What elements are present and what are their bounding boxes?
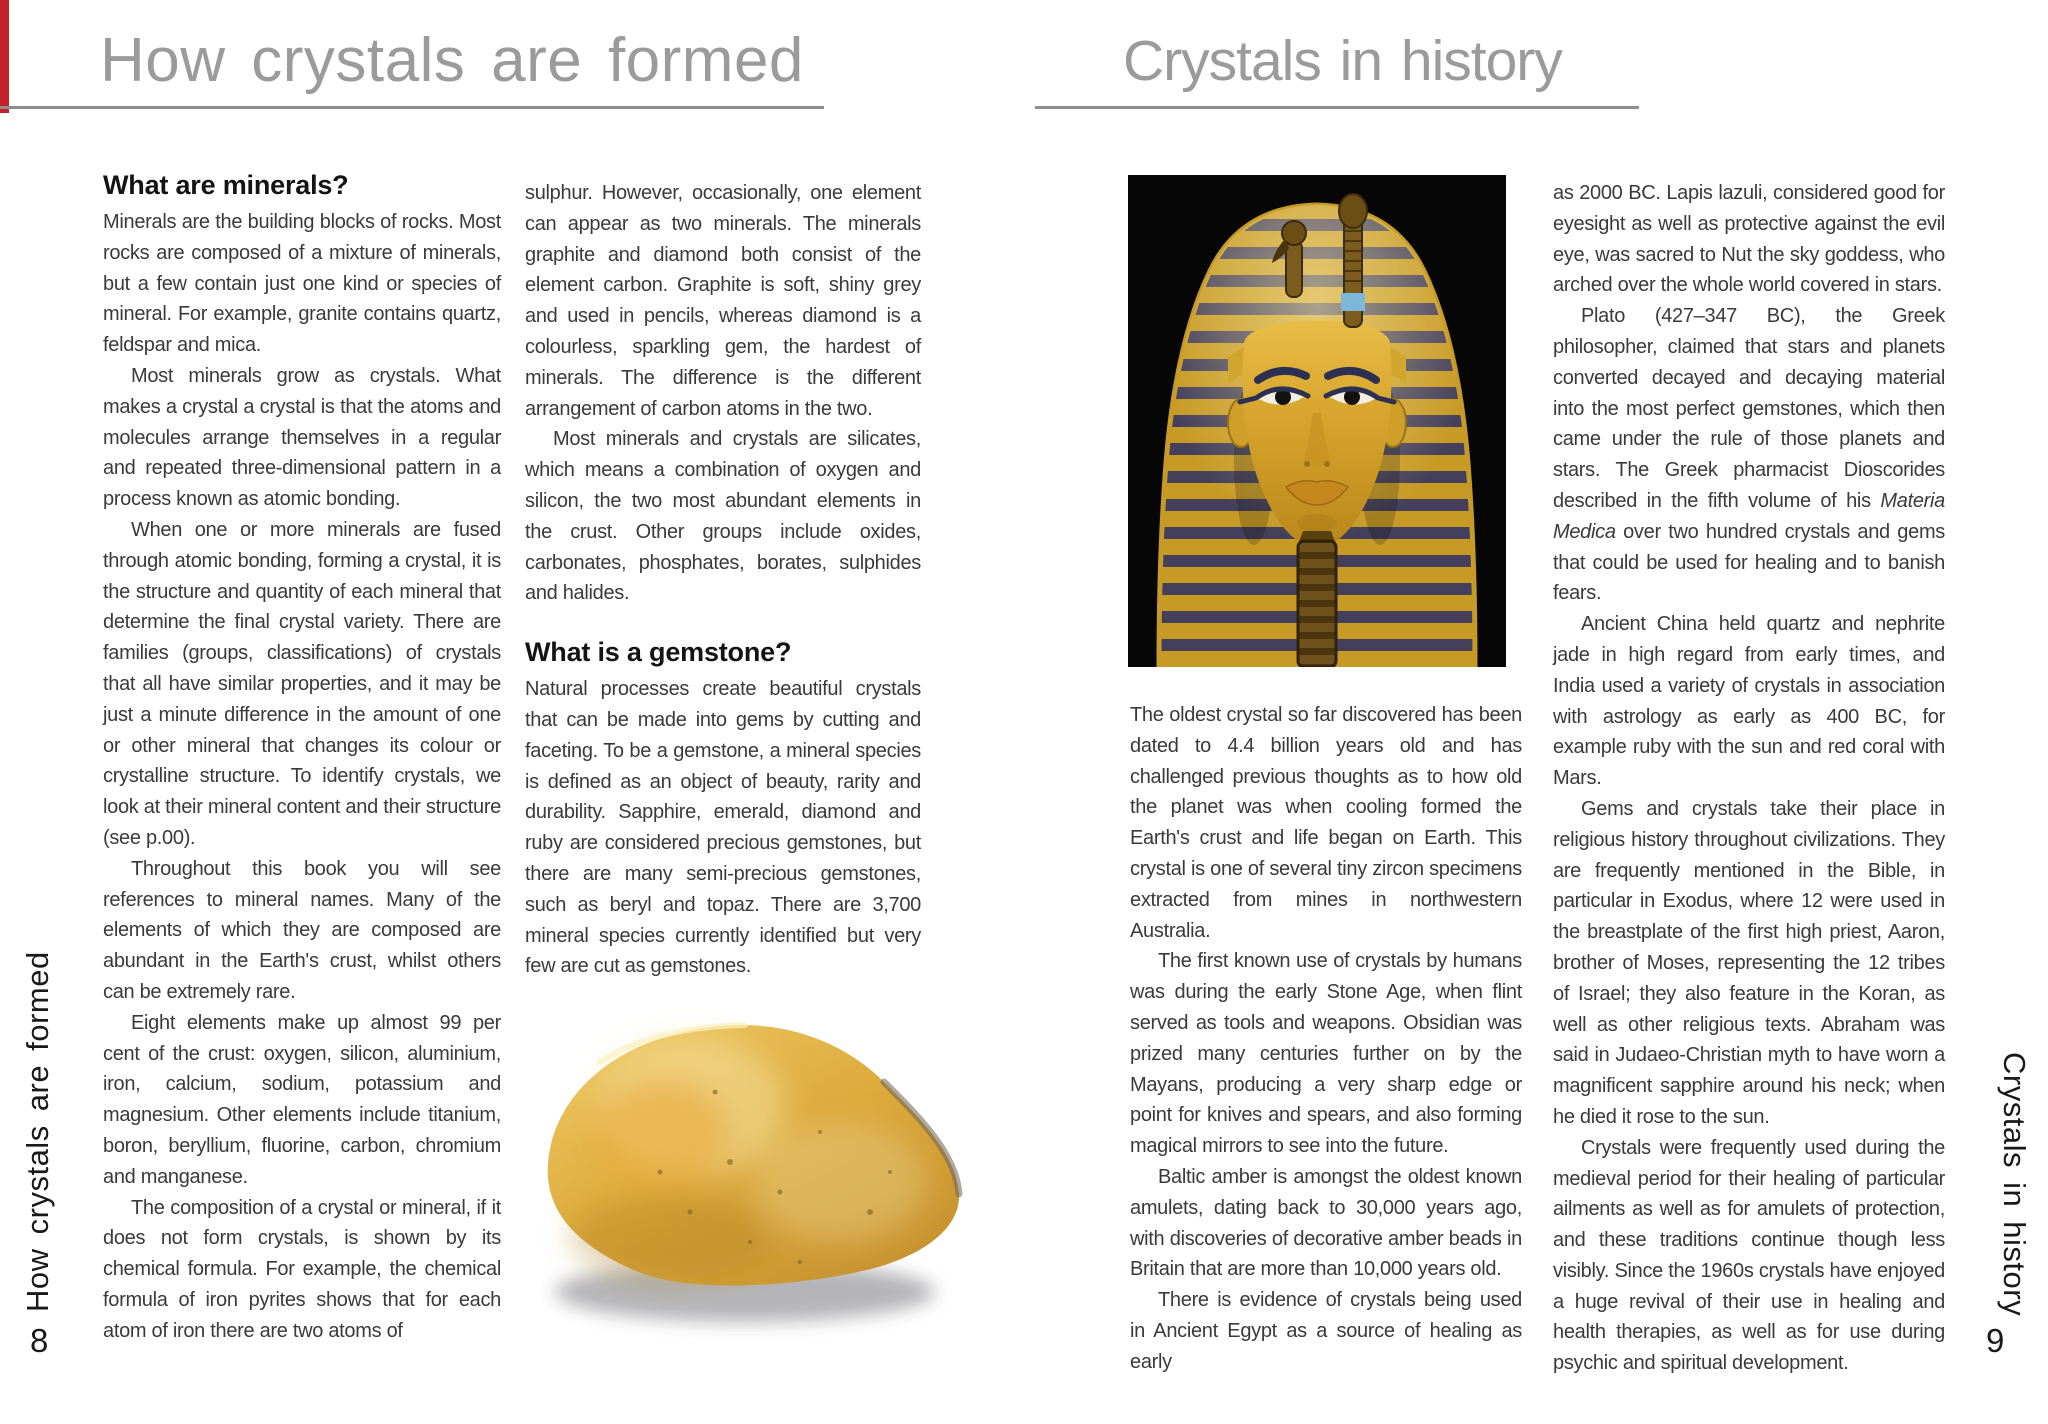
page-number-left: 8 xyxy=(30,1322,49,1359)
paragraph: sulphur. However, occasionally, one element can appear as two minerals. The minerals graphite and diamond both consist of the element carbon. Graphite is soft, shiny grey and used in pencils, whereas diamond is a colourless, sparkling gem, the hardest of minerals. The difference is the different arrangement of carbon atoms in the two. xyxy=(525,182,921,420)
paragraph: The composition of a crystal or mineral, if it does not form crystals, is shown by its chemical formula. For example, the chemical formula of iron pyrites shows that for each atom of iron there are two atoms of xyxy=(103,1196,501,1342)
tutankhamun-mask-photo xyxy=(1128,175,1506,667)
page-number-right: 9 xyxy=(1986,1322,2005,1359)
left-page-column-2 xyxy=(525,178,921,982)
title-rule-left xyxy=(0,106,824,109)
paragraph: Most minerals grow as crystals. What makes a crystal a crystal is that the atoms and molecules arrange themselves in a regular and repeated three-dimensional pattern in a process known as atomic bonding. xyxy=(103,364,501,511)
right-page-column-1 xyxy=(1130,700,1522,1378)
page-title-right: Crystals in history xyxy=(1123,29,1562,93)
paragraph: Crystals were frequently used during the medieval period for their healing of particular ailments as well as for amulets of protection, and these traditions continue though less visibly. Since the 1960s crystals have enjoyed a huge revival of their use in healing and health therapies, as well as for use during psychic and spiritual development. xyxy=(1553,1136,1945,1375)
section-heading-gemstone: What is a gemstone? xyxy=(525,637,792,668)
paragraph: Eight elements make up almost 99 per cent of the crust: oxygen, silicon, aluminium, iron, calcium, sodium, potassium and magnesium. Other elements include titanium, boron, beryllium, fluorine, carbon, chromium and manganese. xyxy=(103,1011,501,1188)
paragraph: The first known use of crystals by humans was during the early Stone Age, when flint served as tools and weapons. Obsidian was prized many centuries further on by the Mayans, producing a very sharp edge or point for knives and spears, and also forming magical mirrors to see into the future. xyxy=(1130,950,1522,1158)
margin-label-right: Crystals in history xyxy=(1997,1052,2032,1317)
margin-label-left: How crystals are formed xyxy=(20,951,55,1312)
plato-text-before: Plato (427–347 BC), the Greek philosopher, claimed that stars and planets converted decayed and decaying material into the most perfect gemstones, which then came under the rule of those planets and stars. The Greek pharmacist Dioscorides described in the fifth volume of his xyxy=(1553,305,1945,512)
title-rule-right xyxy=(1035,106,1639,109)
paragraph: Most minerals and crystals are silicates, which means a combination of oxygen and silicon, the two most abundant elements in the crust. Other groups include oxides, carbonates, phosphates, borates, sulphides and halides. xyxy=(525,428,921,605)
paragraph: as 2000 BC. Lapis lazuli, considered good for eyesight as well as protective against the evil eye, was sacred to Nut the sky goddess, who arched over the whole world covered in stars. xyxy=(1553,182,1945,297)
paragraph: The oldest crystal so far discovered has been dated to 4.4 billion years old and has challenged previous thoughts as to how old the planet was when cooling formed the Earth's crust and life began on Earth. This crystal is one of several tiny zircon specimens extracted from mines in northwestern Australia. xyxy=(1130,704,1522,942)
braided-beard xyxy=(1298,541,1336,667)
paragraph: Ancient China held quartz and nephrite jade in high regard from early times, and India used a variety of crystals in association with astrology as early as 400 BC, for example ruby with the sun and red coral with Mars. xyxy=(1553,613,1945,790)
paragraph: Baltic amber is amongst the oldest known amulets, dating back to 30,000 years ago, with discoveries of decorative amber beads in Britain that are more than 10,000 years old. xyxy=(1130,1165,1522,1281)
book-title-materia-medica: Materia Medica xyxy=(1553,489,1945,543)
plato-text-after: over two hundred crystals and gems that could be used for healing and to banish fears. xyxy=(1553,520,1945,605)
paragraph: When one or more minerals are fused through atomic bonding, forming a crystal, it is the structure and quantity of each mineral that determine the final crystal variety. There are families (groups, classifications) of crystals that all have similar properties, and it may be just a minute difference in the amount of one or other mineral that changes its colour or crystalline structure. To identify crystals, we look at their mineral content and their structure (see p.00). xyxy=(103,518,501,849)
paragraph: Natural processes create beautiful crystals that can be made into gems by cutting and faceting. To be a gemstone, a mineral species is defined as an object of beauty, rarity and durability. Sapphire, emerald, diamond and ruby are considered precious gemstones, but there are many semi-precious gemstones, such as beryl and topaz. There are 3,700 mineral species currently identified but very few are cut as gemstones. xyxy=(525,678,921,978)
right-page-column-2 xyxy=(1553,178,1945,1379)
paragraph: Gems and crystals take their place in religious history throughout civilizations. They are frequently mentioned in the Bible, in particular in Exodus, where 12 were used in the breastplate of the first high priest, Aaron, brother of Moses, representing the 12 tribes of Israel; they also feature in the Koran, as well as other religious texts. Abraham was said in Judaeo-Christian myth to have worn a magnificent sapphire around his neck; when he died it rose to the sun. xyxy=(1553,797,1945,1128)
section-heading-minerals: What are minerals? xyxy=(103,170,349,200)
paragraph: Throughout this book you will see references to mineral names. Many of the elements of which they are composed are abundant in the Earth's crust, whilst others can be extremely rare. xyxy=(103,857,501,1003)
paragraph: There is evidence of crystals being used in Ancient Egypt as a source of healing as early xyxy=(1130,1289,1522,1373)
page-title-left: How crystals are formed xyxy=(100,26,804,95)
left-page-column-1 xyxy=(103,168,501,1346)
page-edge-red-mark xyxy=(0,0,9,113)
yellow-stone-photo xyxy=(540,1012,970,1342)
paragraph-plato xyxy=(1553,301,1945,609)
uraeus-cobra xyxy=(1339,194,1367,327)
paragraph: Minerals are the building blocks of rocks. Most rocks are composed of a mixture of minerals, but a few contain just one kind or species of mineral. For example, granite contains quartz, feldspar and mica. xyxy=(103,211,501,357)
